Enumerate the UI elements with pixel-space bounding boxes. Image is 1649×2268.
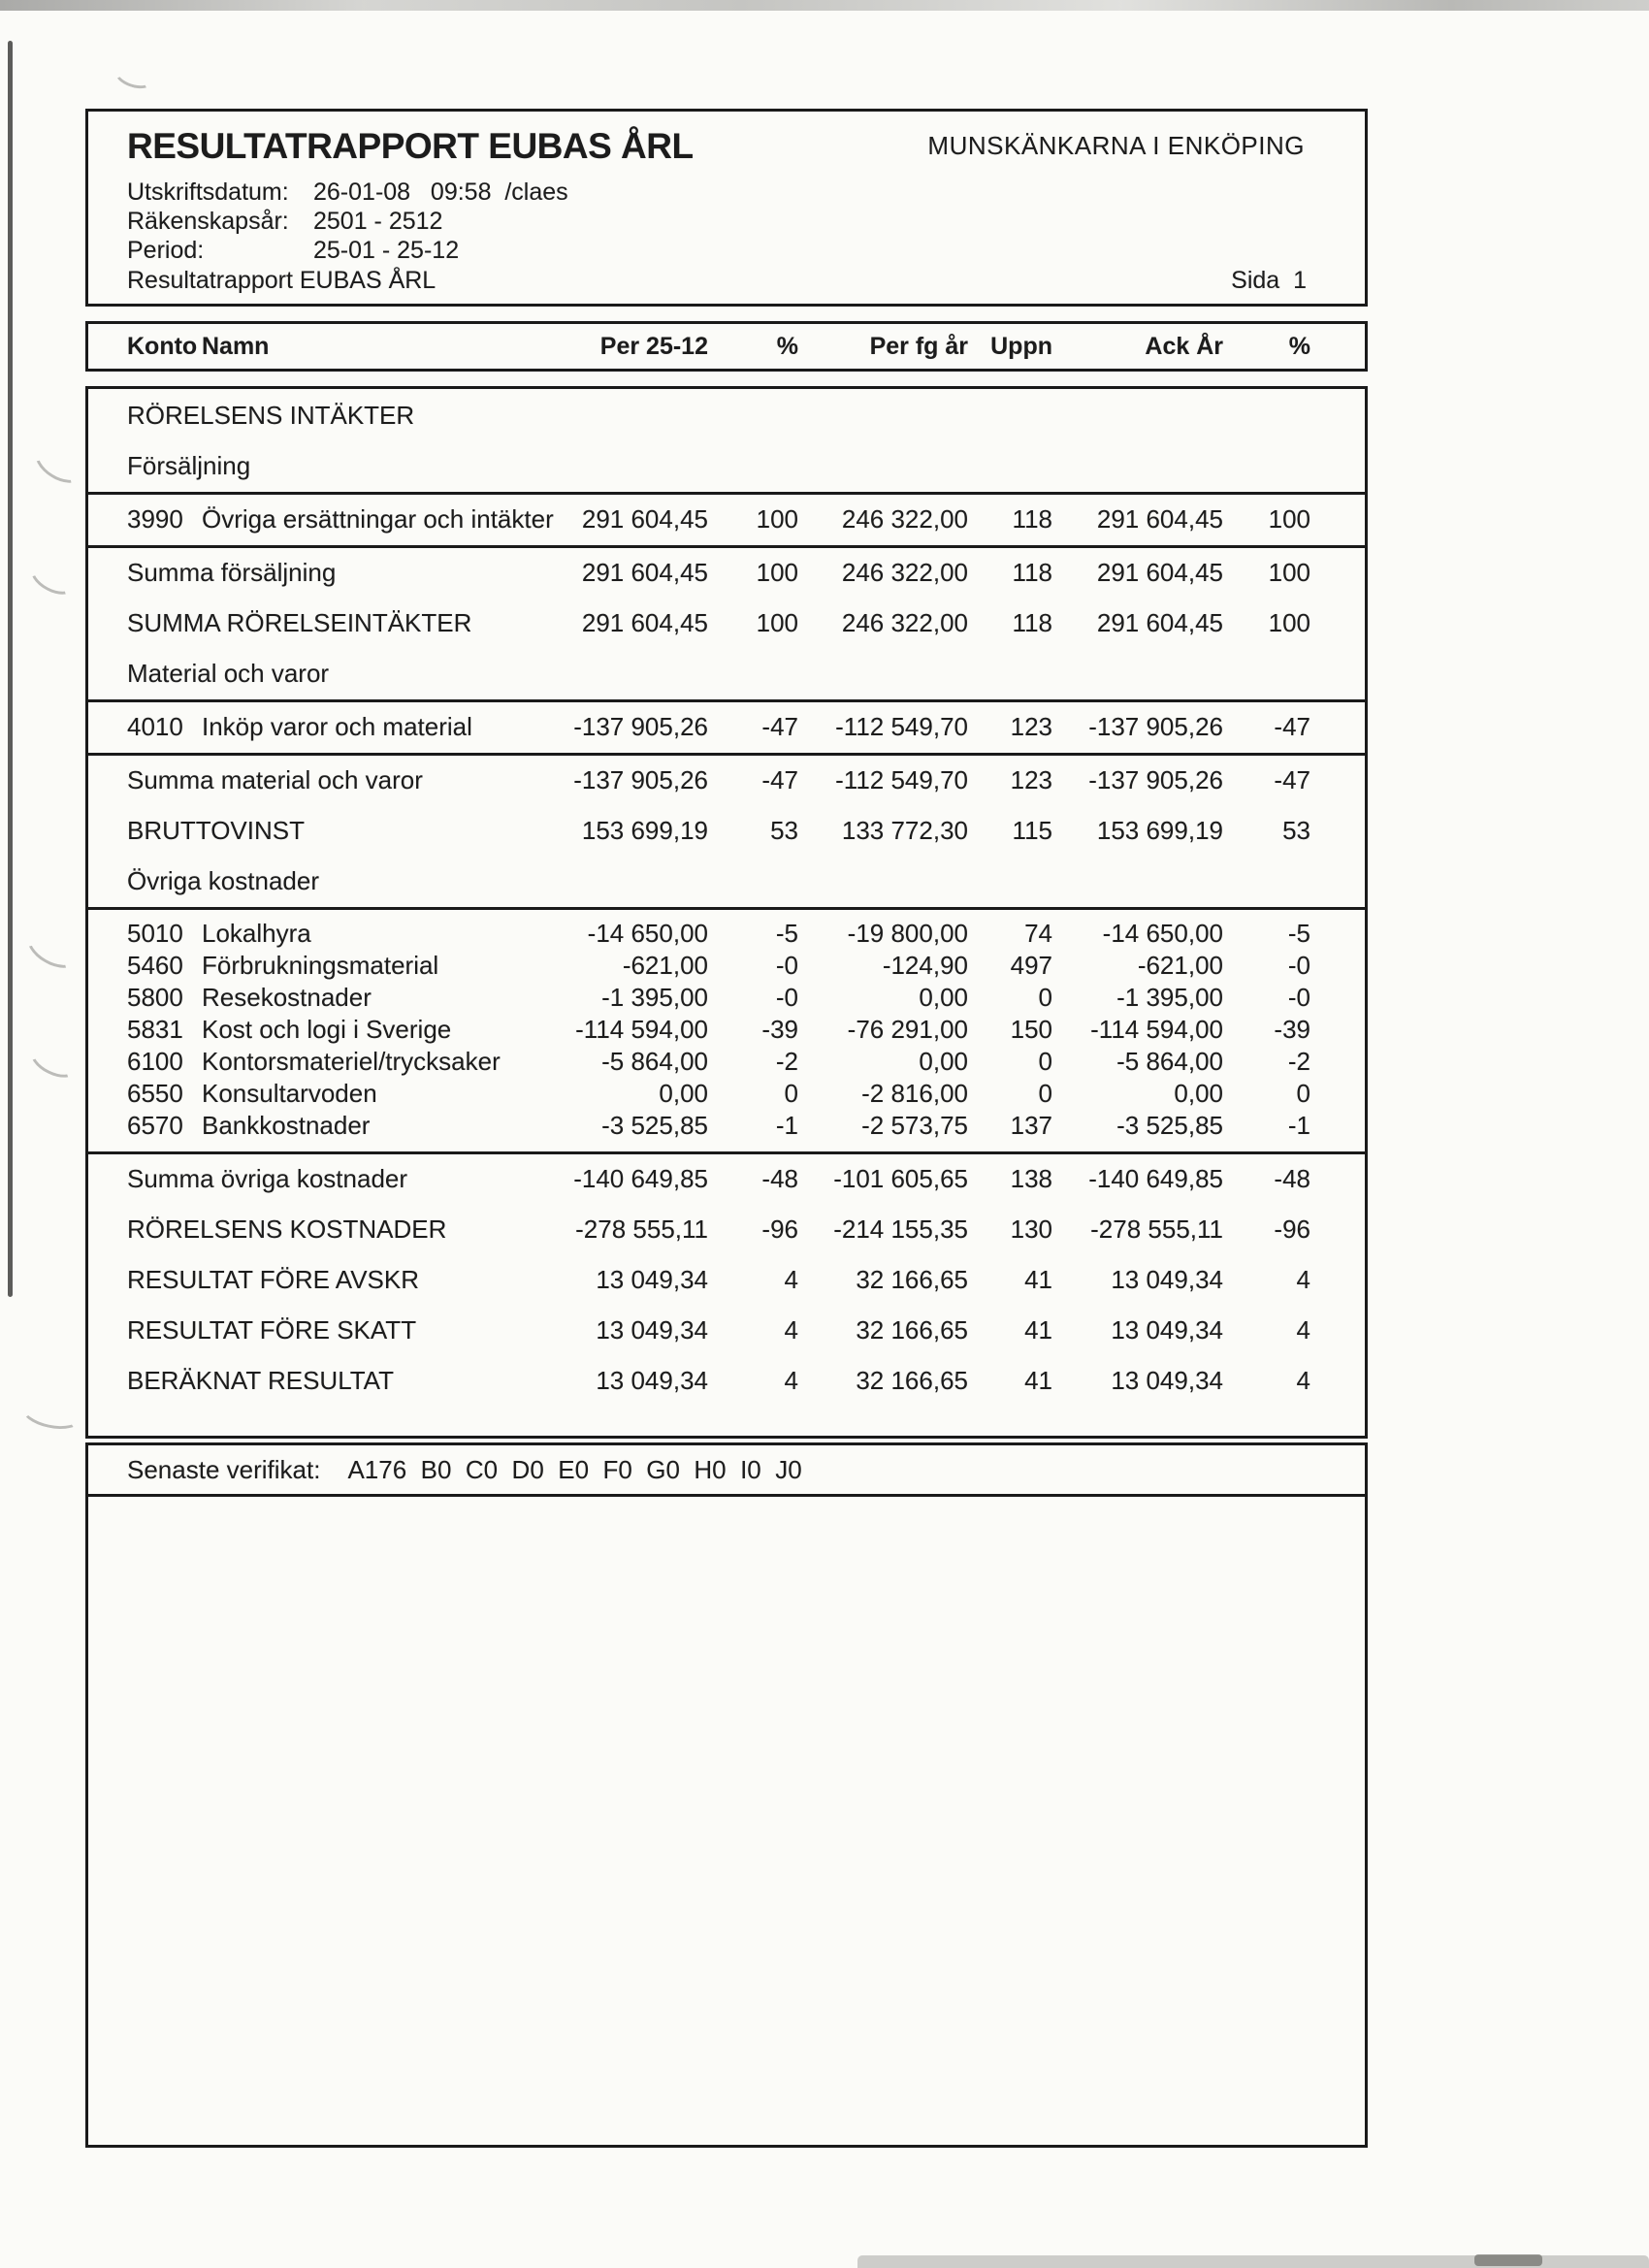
cell-per-25-12: 291 604,45 [581,557,708,587]
cell-per-fg-ar: -101 605,65 [833,1163,968,1193]
meta-value: 2501 - 2512 [313,208,443,235]
cell-percent-1: 100 [756,557,798,587]
cell-uppn: 123 [1010,764,1052,794]
cell-percent-2: 0 [1296,1079,1310,1108]
cell-percent-1: 100 [756,607,798,637]
cell-percent-1: -0 [775,983,798,1012]
cell-ack-ar: 13 049,34 [1111,1264,1223,1294]
cell-uppn: 123 [1010,711,1052,741]
cell-percent-2: -47 [1274,764,1310,794]
table-row [88,1263,1365,1296]
meta-value: 26-01-08 09:58 /claes [313,178,568,206]
cell-percent-2: 100 [1268,503,1310,534]
cell-konto: 4010 [127,711,183,741]
page-number: Sida 1 [1231,267,1307,294]
cell-ack-ar: 153 699,19 [1096,815,1223,845]
cell-namn: BRUTTOVINST [127,815,305,845]
cell-ack-ar: -278 555,11 [1090,1214,1223,1244]
table-row [88,1014,1365,1046]
table-row [88,657,1365,690]
meta-label: Utskriftsdatum: [127,178,289,206]
cell-namn: Kontorsmateriel/trycksaker [202,1047,501,1076]
table-row [88,556,1365,589]
report-rows [88,399,1365,1397]
cell-ack-ar: 0,00 [1174,1079,1223,1108]
cell-percent-1: -48 [761,1163,798,1193]
cell-per-fg-ar: -2 573,75 [861,1111,968,1140]
cell-percent-2: -96 [1274,1214,1310,1244]
cell-percent-2: -0 [1287,951,1310,980]
cell-per-fg-ar: -124,90 [882,951,968,980]
cell-namn: Övriga ersättningar och intäkter [202,503,554,534]
table-row [88,918,1365,950]
footer-box [85,1442,1368,2148]
meta-value: 25-01 - 25-12 [313,237,460,264]
cell-percent-2: 100 [1268,607,1310,637]
cell-per-fg-ar: -214 155,35 [833,1214,968,1244]
meta-label: Räkenskapsår: [127,208,289,235]
cell-percent-1: -96 [761,1214,798,1244]
cell-ack-ar: 13 049,34 [1111,1314,1223,1345]
cell-per-25-12: 0,00 [659,1079,708,1108]
cell-percent-2: -5 [1287,919,1310,948]
empty-report-area [88,1497,1365,2145]
cell-per-25-12: -621,00 [622,951,708,980]
col-header-percent-2: % [1288,332,1310,360]
cell-konto: 3990 [127,503,183,534]
cell-percent-2: -0 [1287,983,1310,1012]
report-subtitle-row [127,266,1307,296]
cell-ack-ar: -137 905,26 [1088,764,1223,794]
table-row [88,502,1365,535]
cell-per-25-12: 291 604,45 [581,607,708,637]
cell-per-fg-ar: -19 800,00 [847,919,968,948]
cell-uppn: 115 [1012,815,1052,845]
column-header-box [85,321,1368,372]
report-header-box [85,109,1368,307]
cell-ack-ar: -114 594,00 [1090,1015,1223,1044]
cell-percent-2: 100 [1268,557,1310,587]
cell-uppn: 74 [1024,919,1052,948]
rule-divider [88,545,1365,548]
col-header-konto: Konto [127,332,198,360]
cell-namn: Summa försäljning [127,557,337,587]
cell-uppn: 137 [1010,1111,1052,1140]
cell-percent-1: -39 [761,1015,798,1044]
cell-konto: 5010 [127,919,183,948]
cell-per-fg-ar: 32 166,65 [856,1314,968,1345]
cell-ack-ar: 291 604,45 [1096,607,1223,637]
cell-ack-ar: -1 395,00 [1116,983,1223,1012]
cell-per-25-12: -137 905,26 [573,764,708,794]
company-name: MUNSKÄNKARNA I ENKÖPING [927,131,1305,160]
table-row [88,763,1365,796]
cell-per-fg-ar: -76 291,00 [847,1015,968,1044]
table-row [88,399,1365,432]
cell-percent-1: -2 [775,1047,798,1076]
table-row [88,950,1365,982]
scan-artifact-left-edge [8,41,13,1297]
column-headers [88,324,1365,369]
cell-per-fg-ar: 246 322,00 [841,557,968,587]
cell-ack-ar: -140 649,85 [1088,1163,1223,1193]
cell-ack-ar: 291 604,45 [1096,503,1223,534]
meta-row-fiscal-year [127,207,1307,236]
cell-namn: RÖRELSENS KOSTNADER [127,1214,447,1244]
cell-percent-2: -39 [1274,1015,1310,1044]
cell-per-25-12: -5 864,00 [601,1047,708,1076]
cell-uppn: 130 [1010,1214,1052,1244]
cell-percent-1: 0 [784,1079,798,1108]
verifikat-label: Senaste verifikat: [127,1454,321,1484]
cell-ack-ar: 13 049,34 [1111,1365,1223,1395]
cell-konto: 5460 [127,951,183,980]
cell-ack-ar: -14 650,00 [1102,919,1223,948]
cell-uppn: 118 [1012,607,1052,637]
table-row [88,710,1365,743]
cell-konto: 6570 [127,1111,183,1140]
cell-percent-2: 4 [1296,1264,1310,1294]
cell-uppn: 41 [1024,1314,1052,1345]
col-header-percent-1: % [776,332,798,360]
cell-namn: Övriga kostnader [127,865,319,895]
table-row [88,1110,1365,1142]
cell-namn: Summa material och varor [127,764,423,794]
cell-percent-1: 4 [784,1314,798,1345]
cell-namn: Inköp varor och material [202,711,472,741]
cell-per-fg-ar: 0,00 [919,1047,968,1076]
table-row [88,1078,1365,1110]
cell-namn: Material och varor [127,658,330,688]
cell-percent-2: -47 [1274,711,1310,741]
cell-per-25-12: 13 049,34 [596,1314,708,1345]
cell-percent-1: -5 [775,919,798,948]
cell-percent-1: -47 [761,711,798,741]
cell-ack-ar: 291 604,45 [1096,557,1223,587]
cell-per-25-12: -3 525,85 [601,1111,708,1140]
cell-percent-1: 53 [770,815,798,845]
meta-row-print-date [127,178,1307,207]
cell-ack-ar: -621,00 [1137,951,1223,980]
cell-percent-2: 53 [1282,815,1310,845]
cell-percent-1: -1 [775,1111,798,1140]
cell-uppn: 0 [1038,1047,1052,1076]
table-row [88,606,1365,639]
cell-namn: Summa övriga kostnader [127,1163,408,1193]
rule-divider [88,1151,1365,1154]
table-row [88,449,1365,482]
scan-artifact-top-edge [0,0,1649,11]
col-header-namn: Namn [202,332,270,360]
cell-per-25-12: -14 650,00 [587,919,708,948]
table-row [88,1213,1365,1246]
col-header-per-fg-ar: Per fg år [869,332,968,360]
rule-divider [88,907,1365,910]
cell-per-fg-ar: 32 166,65 [856,1264,968,1294]
cell-konto: 6550 [127,1079,183,1108]
cell-uppn: 0 [1038,1079,1052,1108]
cell-per-fg-ar: 133 772,30 [841,815,968,845]
cell-percent-2: 4 [1296,1365,1310,1395]
cell-namn: Konsultarvoden [202,1079,377,1108]
meta-row-period [127,236,1307,265]
latest-verification-row [88,1445,1365,1497]
cell-percent-1: 4 [784,1365,798,1395]
table-row [88,814,1365,847]
cell-per-25-12: -140 649,85 [573,1163,708,1193]
cell-uppn: 497 [1010,951,1052,980]
table-row [88,1162,1365,1195]
page-title: RESULTATRAPPORT EUBAS ÅRL [127,126,694,166]
cell-per-25-12: 291 604,45 [581,503,708,534]
cell-per-fg-ar: 32 166,65 [856,1365,968,1395]
cell-ack-ar: -5 864,00 [1116,1047,1223,1076]
cell-namn: BERÄKNAT RESULTAT [127,1365,394,1395]
col-header-per-25-12: Per 25-12 [599,332,708,360]
cell-konto: 5800 [127,983,183,1012]
cell-namn: RÖRELSENS INTÄKTER [127,400,415,430]
cell-per-25-12: 153 699,19 [581,815,708,845]
cell-namn: RESULTAT FÖRE AVSKR [127,1264,419,1294]
cell-per-fg-ar: 0,00 [919,983,968,1012]
cell-namn: Lokalhyra [202,919,311,948]
cell-namn: Bankkostnader [202,1111,371,1140]
cell-konto: 5831 [127,1015,183,1044]
cell-percent-2: 4 [1296,1314,1310,1345]
table-row [88,1046,1365,1078]
col-header-ack-ar: Ack År [1145,332,1223,360]
cell-konto: 6100 [127,1047,183,1076]
cell-per-fg-ar: -112 549,70 [835,764,968,794]
cell-uppn: 41 [1024,1365,1052,1395]
rule-divider [88,699,1365,702]
col-header-uppn: Uppn [990,332,1052,360]
cell-per-25-12: 13 049,34 [596,1264,708,1294]
cell-uppn: 138 [1010,1163,1052,1193]
cell-percent-1: -0 [775,951,798,980]
cell-namn: Resekostnader [202,983,372,1012]
cell-percent-2: -48 [1274,1163,1310,1193]
cell-percent-2: -1 [1287,1111,1310,1140]
rule-divider [88,492,1365,495]
cell-per-fg-ar: 246 322,00 [841,503,968,534]
table-row [88,864,1365,897]
cell-ack-ar: -3 525,85 [1116,1111,1223,1140]
cell-per-25-12: 13 049,34 [596,1365,708,1395]
scan-artifact-bottom-smudge [1474,2254,1542,2266]
cell-uppn: 0 [1038,983,1052,1012]
cell-per-25-12: -1 395,00 [601,983,708,1012]
cell-namn: Förbrukningsmaterial [202,951,439,980]
cell-percent-2: -2 [1287,1047,1310,1076]
cell-ack-ar: -137 905,26 [1088,711,1223,741]
cell-percent-1: 100 [756,503,798,534]
cell-per-25-12: -137 905,26 [573,711,708,741]
table-row [88,1313,1365,1346]
table-row [88,1364,1365,1397]
cell-per-fg-ar: 246 322,00 [841,607,968,637]
cell-percent-1: -47 [761,764,798,794]
cell-uppn: 41 [1024,1264,1052,1294]
cell-per-fg-ar: -2 816,00 [861,1079,968,1108]
cell-namn: Kost och logi i Sverige [202,1015,452,1044]
cell-per-25-12: -278 555,11 [575,1214,708,1244]
table-row [88,982,1365,1014]
cell-namn: RESULTAT FÖRE SKATT [127,1314,417,1345]
report-subtitle: Resultatrapport EUBAS ÅRL [127,267,436,294]
verifikat-value: A176 B0 C0 D0 E0 F0 G0 H0 I0 J0 [347,1454,802,1484]
cell-percent-1: 4 [784,1264,798,1294]
report-meta [127,178,1307,265]
meta-label: Period: [127,237,205,264]
cell-uppn: 118 [1012,557,1052,587]
cell-namn: SUMMA RÖRELSEINTÄKTER [127,607,472,637]
cell-uppn: 150 [1010,1015,1052,1044]
report-table-box [85,386,1368,1439]
cell-per-25-12: -114 594,00 [575,1015,708,1044]
cell-per-fg-ar: -112 549,70 [835,711,968,741]
rule-divider [88,753,1365,756]
cell-namn: Försäljning [127,450,251,480]
cell-uppn: 118 [1012,503,1052,534]
